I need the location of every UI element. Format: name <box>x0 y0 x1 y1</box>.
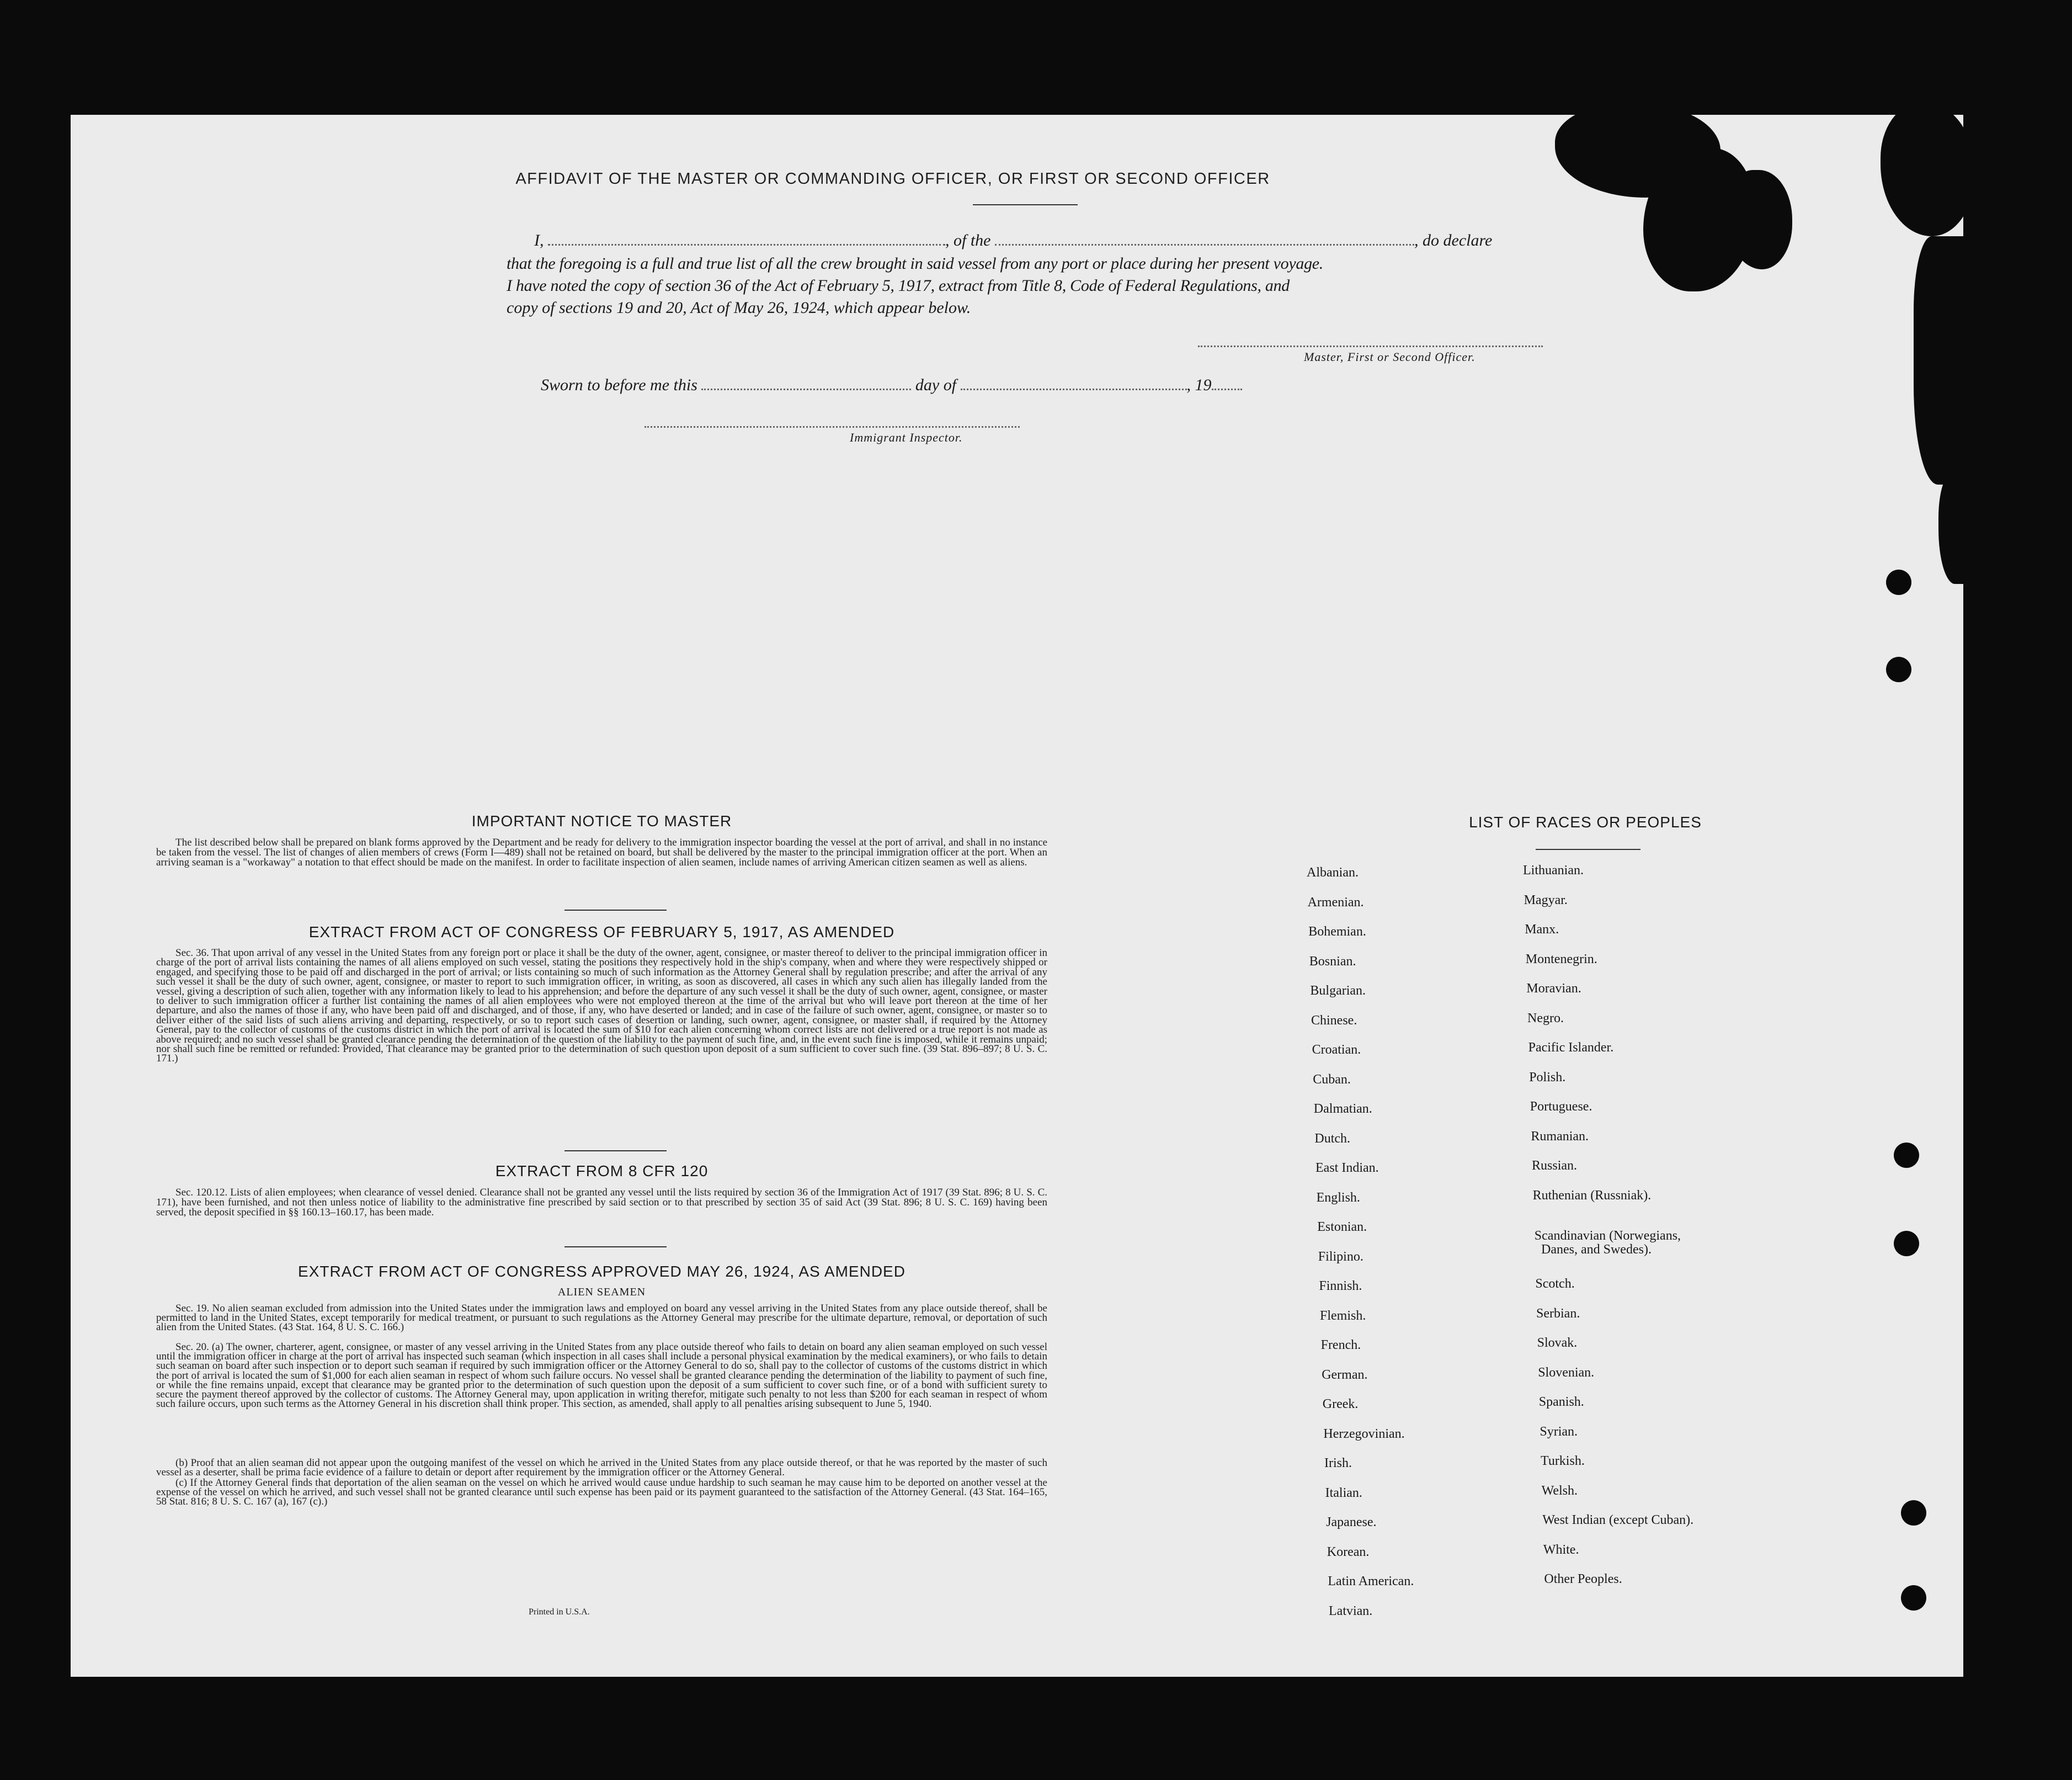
race-item: Croatian. <box>1312 1043 1361 1057</box>
race-item: Slovak. <box>1537 1336 1578 1350</box>
race-item: Welsh. <box>1541 1483 1578 1498</box>
do-declare-label: , do declare <box>1414 231 1493 249</box>
race-item: Herzegovinian. <box>1323 1426 1405 1441</box>
race-item: Moravian. <box>1526 981 1581 996</box>
race-item: Bohemian. <box>1308 924 1366 939</box>
sworn-label: Sworn to before me this <box>541 376 697 394</box>
affidavit-line-4: copy of sections 19 and 20, Act of May 26, 1924, which appear below. <box>507 299 971 317</box>
race-item: Syrian. <box>1540 1424 1578 1439</box>
race-item: English. <box>1316 1190 1360 1205</box>
race-item: Flemish. <box>1320 1308 1366 1323</box>
races-title-rule <box>1536 849 1640 850</box>
extract-1924-sec20c: (c) If the Attorney General finds that deportation of the alien seaman on the vessel on which he arrived would cause undue hardship to such seaman he may cause him to be deported on another vessel at the expense of the vessel on which he arrived, and such vessel shall not be granted clearance until such expense has been paid or its payment guaranteed to the satisfaction of the Attorney General. (43 Stat. 164–165, 58 Stat. 816; 8 U. S. C. 167 (a), 167 (c).) <box>156 1477 1047 1508</box>
extract-1924-sec19: Sec. 19. No alien seaman excluded from admission into the United States under the immigration laws and employed on board any vessel arriving in the United States from any place outside thereof, shall be permitted to land in the United States, except temporarily for medical treatment, or pursuant to such regulations as the Attorney General may prescribe for the ultimate departure, removal, or deportation of such alien from the United States. (43 Stat. 164, 8 U. S. C. 166.) <box>156 1303 1047 1333</box>
race-item: Ruthenian (Russniak). <box>1532 1188 1652 1203</box>
race-item: Polish. <box>1529 1070 1566 1085</box>
section-rule <box>564 910 667 911</box>
race-item: Rumanian. <box>1531 1129 1589 1144</box>
race-item: Negro. <box>1527 1011 1564 1026</box>
master-signature-line <box>1198 346 1543 347</box>
race-item: Latvian. <box>1329 1603 1373 1618</box>
extract-1924-title: EXTRACT FROM ACT OF CONGRESS APPROVED MAY 26, 1924, AS AMENDED <box>298 1263 905 1280</box>
race-item-scandinavian-cont: Danes, and Swedes). <box>1541 1242 1652 1257</box>
punch-hole <box>1901 1585 1926 1611</box>
race-item: Pacific Islander. <box>1528 1040 1614 1055</box>
inspector-signature-line <box>644 426 1020 428</box>
affidavit-line-3: I have noted the copy of section 36 of the Act of February 5, 1917, extract from Title 8, Code of Federal Regulations, and <box>507 277 1290 295</box>
day-blank <box>701 376 911 390</box>
notice-title: IMPORTANT NOTICE TO MASTER <box>471 812 732 830</box>
race-item: Italian. <box>1325 1485 1362 1500</box>
race-item: Albanian. <box>1307 865 1359 880</box>
race-item: Japanese. <box>1326 1515 1377 1529</box>
section-rule <box>564 1150 667 1151</box>
race-item: Korean. <box>1327 1544 1370 1559</box>
of-the-label: , of the <box>945 231 991 249</box>
race-item: Latin American. <box>1328 1574 1414 1588</box>
section-rule <box>564 1246 667 1247</box>
day-of-label: day of <box>915 376 957 394</box>
race-item: Slovenian. <box>1538 1365 1595 1380</box>
race-item: German. <box>1322 1367 1368 1382</box>
race-item: French. <box>1320 1338 1361 1352</box>
i-label: I, <box>534 231 544 249</box>
race-item: Irish. <box>1324 1456 1352 1470</box>
race-item: Magyar. <box>1524 892 1568 907</box>
race-item: Estonian. <box>1317 1220 1367 1234</box>
extract-cfr-body: Sec. 120.12. Lists of alien employees; when clearance of vessel denied. Clearance shall not be granted any vessel until the lists required by section 36 of the Immigration Act of 1917 (39 Stat. 896; 8 U. S. C. 171), have been furnished, and not then unless notice of liability to the administrative fine prescribed by said section or to that prescribed by section 35 of said Act (39 Stat. 896; 8 U. S. C. 169) having been served, the deposit specified in §§ 160.13–160.17, has been made. <box>156 1187 1047 1218</box>
race-item: West Indian (except Cuban). <box>1542 1513 1694 1527</box>
punch-hole <box>1894 1231 1919 1256</box>
race-item: Other Peoples. <box>1544 1572 1622 1586</box>
month-blank <box>961 376 1187 390</box>
punch-hole <box>1886 570 1911 595</box>
race-item: Spanish. <box>1538 1395 1584 1409</box>
race-item: Montenegrin. <box>1525 952 1597 966</box>
year-label: , 19 <box>1186 376 1212 394</box>
notice-body: The list described below shall be prepared on blank forms approved by the Department and be ready for delivery to the immigration inspector boarding the vessel at the port of arrival, and shall in no instance be taken from the vessel. The list of changes of alien members of crews (Form I—489) shall not be retained on board, but shall be delivered by the master to the principal immigration officer at the port. When an arriving seaman is a "workaway" a notation to that effect should be made on the manifest. In order to facilitate inspection of alien seamen, include names of arriving American citizen seamen as well as aliens. <box>156 837 1047 868</box>
punch-hole <box>1894 1143 1919 1168</box>
title-rule <box>973 204 1078 205</box>
extract-1917-body: Sec. 36. That upon arrival of any vessel in the United States from any foreign port or place it shall be the duty of the owner, agent, consignee, or master thereof to deliver to the principal immigration officer in charge of the port of arrival lists containing the names of all aliens employed on such vessel, stating the positions they respectively hold in the ship's company, when and where they were respectively shipped or engaged, and specifying those to be paid off and discharged in the port of arrival; or lists containing so much of such information as the Attorney General shall by regulation prescribe; and after the arrival of any such vessel it shall be the duty of such owner, agent, consignee, or master to report to such immigration officer, in writing, as soon as discovered, all cases in which any such alien has illegally landed from the vessel, giving a description of such alien, together with any information likely to lead to his apprehension; and before the departure of any such vessel it shall be the duty of such owner, agent, consignee, or master to deliver to such immigration officer a further list containing the names of all alien employees who were not employed thereon at the time of the arrival but who will leave port thereon at the time of her departure, and also the names of those if any, who have been paid off and discharged, and of those, if any, who have deserted or landed; and in case of the failure of such owner, agent, consignee, or master so to deliver either of the said lists of such aliens arriving and departing, respectively, or so to report such cases of desertion or landing, such owner, agent, consignee, or master shall, if required by the Attorney General, pay to the collector of customs of the customs district in which the port of arrival is located the sum of $10 for each alien concerning whom correct lists are not delivered or a true report is not made as above required; and no such vessel shall be granted clearance pending the determination of the question of the liability to the payment of such fine, and, in the event such fine is imposed, while it remains unpaid; nor shall such fine be remitted or refunded: Provided, That clearance may be granted prior to the determination of such question upon deposit of a sum sufficient to cover such fine. (39 Stat. 896–897; 8 U. S. C. 171.) <box>156 947 1047 1065</box>
race-item: Russian. <box>1532 1159 1578 1173</box>
torn-edge <box>1914 236 1974 485</box>
race-item: Dalmatian. <box>1313 1102 1372 1116</box>
extract-cfr-title: EXTRACT FROM 8 CFR 120 <box>495 1162 709 1179</box>
race-item: White. <box>1543 1542 1579 1557</box>
race-item: Lithuanian. <box>1523 863 1584 878</box>
race-item: Chinese. <box>1311 1013 1357 1028</box>
race-item: Greek. <box>1322 1397 1359 1411</box>
race-item: Turkish. <box>1541 1454 1585 1468</box>
race-item: Filipino. <box>1318 1249 1363 1264</box>
race-item: Armenian. <box>1307 895 1364 910</box>
extract-1924-sec20b: (b) Proof that an alien seaman did not appear upon the outgoing manifest of the vessel on which he arrived in the United States from any place outside thereof, or that he was reported by the master of such vessel as a deserter, shall be prima facie evidence of a failure to detain or deport after requirement by the immigration officer or the Attorney General. <box>156 1457 1047 1479</box>
race-item: Serbian. <box>1536 1306 1580 1321</box>
alien-seamen-subtitle: ALIEN SEAMEN <box>557 1286 646 1298</box>
punch-hole <box>1901 1500 1926 1526</box>
race-item: Cuban. <box>1313 1072 1351 1087</box>
master-signature-label: Master, First or Second Officer. <box>1304 350 1476 364</box>
race-item: Dutch. <box>1314 1131 1351 1146</box>
punch-hole <box>1886 657 1911 682</box>
torn-edge <box>1881 104 1974 236</box>
torn-edge <box>1938 474 1972 584</box>
affidavit-line-1 <box>507 230 1569 252</box>
race-item: Finnish. <box>1319 1279 1362 1293</box>
race-item: Bulgarian. <box>1310 984 1366 998</box>
printed-in-usa: Printed in U.S.A. <box>529 1607 590 1617</box>
race-item: East Indian. <box>1315 1161 1379 1175</box>
affidavit-line-2: that the foregoing is a full and true list of all the crew brought in said vessel from any port or place during her present voyage. <box>507 254 1323 273</box>
name-blank <box>548 232 945 246</box>
races-title: LIST OF RACES OR PEOPLES <box>1469 814 1702 831</box>
extract-1917-title: EXTRACT FROM ACT OF CONGRESS OF FEBRUARY 5, 1917, AS AMENDED <box>308 923 895 941</box>
extract-1924-sec20a: Sec. 20. (a) The owner, charterer, agent, consignee, or master of any vessel arriving in the United States from any place outside thereof who fails to detain on board any alien seaman employed on such vessel until the immigration officer in charge at the port of arrival has inspected such seaman (which inspection in all cases shall include a personal physical examination by the medical examiners), or who fails to detain such seaman on board after such inspection or to deport such seaman if required by such immigration officer or the Attorney General to do so, shall pay to the collector of customs of the customs district in which the port of arrival is located the sum of $1,000 for each alien seaman in respect of whom such failure occurs. No vessel shall be granted clearance pending the determination of the liability to payment of such fine, or while the fine remains unpaid, except that clearance may be granted prior to the determination of such question upon the deposit of a sum sufficient to cover such fine, or of a bond with sufficient surety to secure the payment thereof approved by the collector of customs. The Attorney General may, upon application in writing therefor, mitigate such penalty to not less than $200 for each seaman in respect of whom such failure occurs, upon such terms as the Attorney General in his discretion shall think proper. This section, as amended, shall apply to all penalties arising subsequent to June 5, 1940. <box>156 1341 1047 1410</box>
document-page <box>71 115 1963 1677</box>
sworn-line <box>541 374 1603 396</box>
race-item: Portuguese. <box>1530 1099 1592 1114</box>
race-item: Scotch. <box>1535 1277 1575 1291</box>
vessel-blank <box>995 232 1414 246</box>
year-blank <box>1212 376 1242 390</box>
race-item: Scandinavian (Norwegians, <box>1534 1229 1681 1243</box>
inspector-signature-label: Immigrant Inspector. <box>850 431 963 444</box>
race-item: Bosnian. <box>1309 954 1356 969</box>
race-item: Manx. <box>1525 922 1559 937</box>
affidavit-title: AFFIDAVIT OF THE MASTER OR COMMANDING OFFICER, OR FIRST OR SECOND OFFICER <box>515 170 1270 188</box>
